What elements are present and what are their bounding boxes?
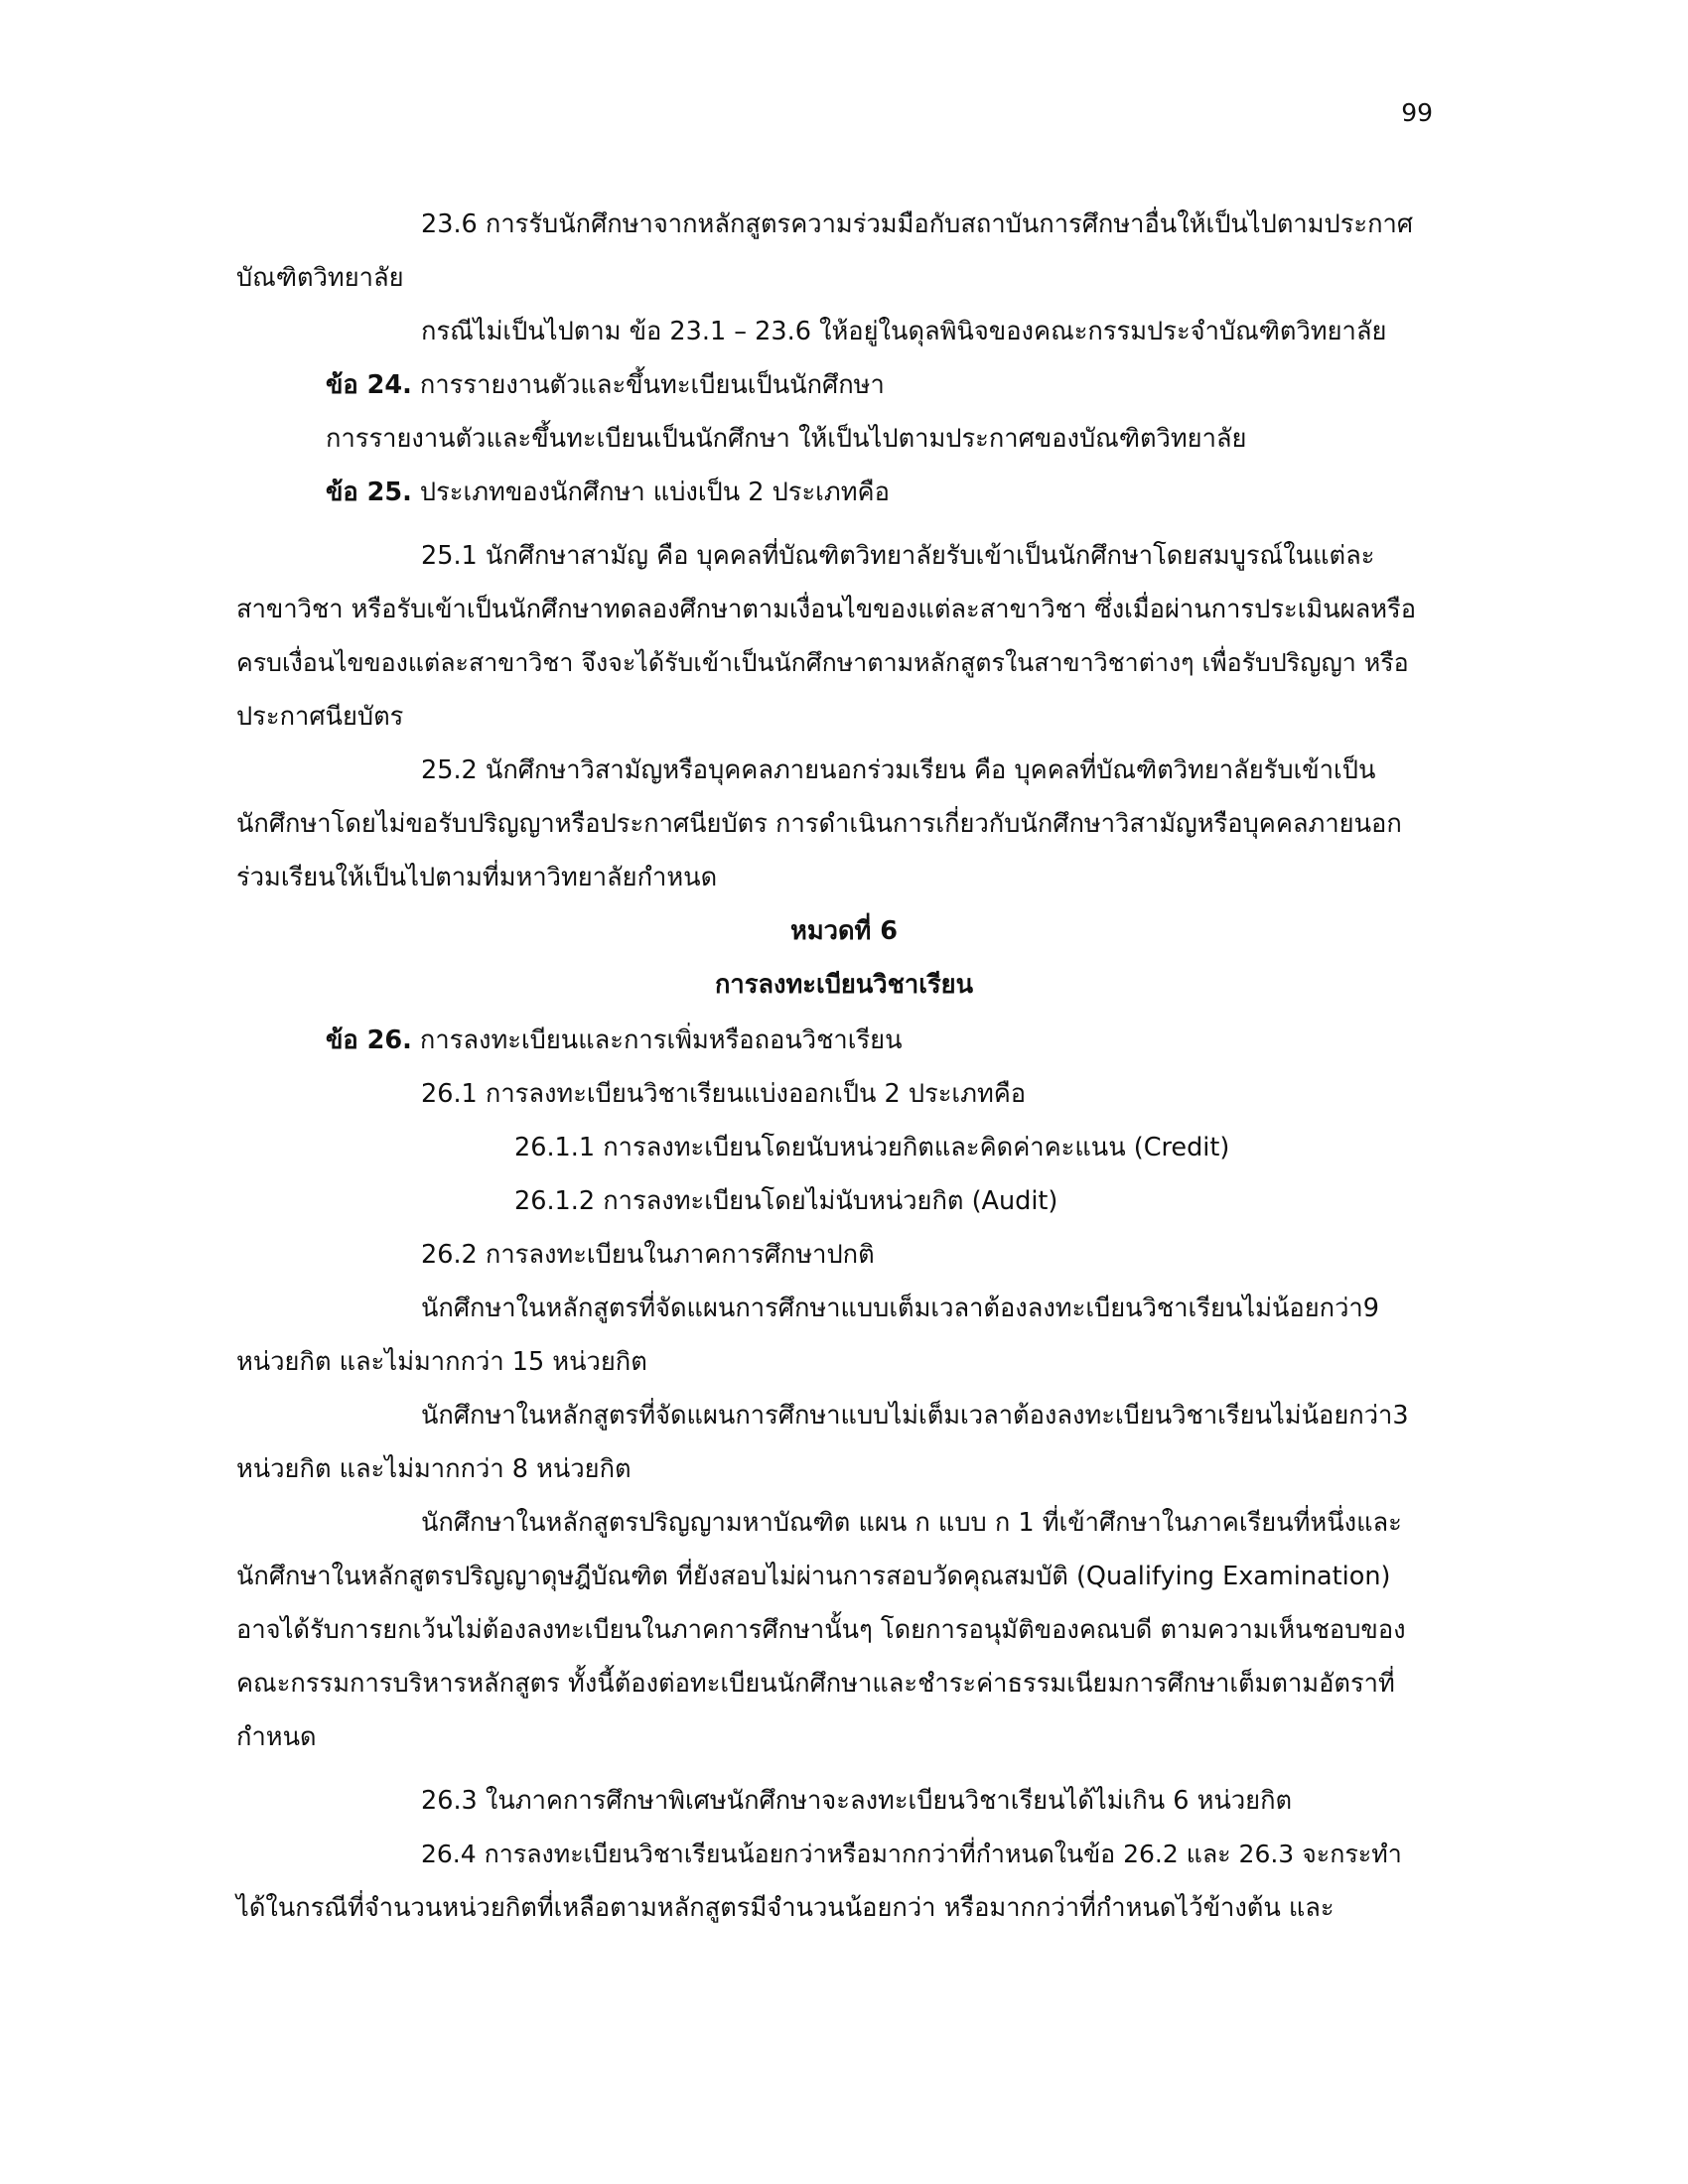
paragraph-26-1-1: 26.1.1 การลงทะเบียนโดยนับหน่วยกิตและคิดค่าคะแนน (Credit) xyxy=(514,1133,1230,1162)
paragraph-25-1-line-4: ประกาศนียบัตร xyxy=(236,702,404,732)
paragraph-23-6-line-1: 23.6 การรับนักศึกษาจากหลักสูตรความร่วมมือกับสถาบันการศึกษาอื่นให้เป็นไปตามประกาศ xyxy=(421,209,1414,239)
chapter-title-heading: การลงทะเบียนวิชาเรียน xyxy=(714,970,974,1000)
paragraph-23-6-line-2: บัณฑิตวิทยาลัย xyxy=(236,263,404,293)
paragraph-26-2-exemption-line-5: กำหนด xyxy=(236,1722,317,1752)
clause-26-heading xyxy=(326,1023,903,1058)
paragraph-26-2: 26.2 การลงทะเบียนในภาคการศึกษาปกติ xyxy=(421,1240,875,1270)
paragraph-25-2-line-1: 25.2 นักศึกษาวิสามัญหรือบุคคลภายนอกร่วมเรียน คือ บุคคลที่บัณฑิตวิทยาลัยรับเข้าเป็น xyxy=(421,755,1376,785)
clause-26-title: การลงทะเบียนและการเพิ่มหรือถอนวิชาเรียน xyxy=(411,1025,903,1055)
clause-25-title: ประเภทของนักศึกษา แบ่งเป็น 2 ประเภทคือ xyxy=(411,478,890,507)
paragraph-25-1-line-3: ครบเงื่อนไขของแต่ละสาขาวิชา จึงจะได้รับเข้าเป็นนักศึกษาตามหลักสูตรในสาขาวิชาต่างๆ เพื่อรับปริญญา หรือ xyxy=(236,648,1409,677)
paragraph-26-1: 26.1 การลงทะเบียนวิชาเรียนแบ่งออกเป็น 2 ประเภทคือ xyxy=(421,1079,1027,1109)
paragraph-26-2-parttime-line-2: หน่วยกิต และไม่มากกว่า 8 หน่วยกิต xyxy=(236,1454,632,1484)
paragraph-26-2-exemption-line-3: อาจได้รับการยกเว้นไม่ต้องลงทะเบียนในภาคการศึกษานั้นๆ โดยการอนุมัติของคณบดี ตามความเห็นชอบของ xyxy=(236,1615,1406,1645)
paragraph-23-exception: กรณีไม่เป็นไปตาม ข้อ 23.1 – 23.6 ให้อยู่ในดุลพินิจของคณะกรรมประจำบัณฑิตวิทยาลัย xyxy=(421,317,1387,346)
paragraph-26-2-parttime-line-1: นักศึกษาในหลักสูตรที่จัดแผนการศึกษาแบบไม่เต็มเวลาต้องลงทะเบียนวิชาเรียนไม่น้อยกว่า3 xyxy=(421,1401,1409,1431)
paragraph-26-2-exemption-line-1: นักศึกษาในหลักสูตรปริญญามหาบัณฑิต แผน ก แบบ ก 1 ที่เข้าศึกษาในภาคเรียนที่หนึ่งและ xyxy=(421,1508,1402,1538)
clause-24-heading xyxy=(326,367,885,403)
paragraph-26-2-fulltime-line-1: นักศึกษาในหลักสูตรที่จัดแผนการศึกษาแบบเต็มเวลาต้องลงทะเบียนวิชาเรียนไม่น้อยกว่า9 xyxy=(421,1294,1379,1323)
paragraph-25-1-line-1: 25.1 นักศึกษาสามัญ คือ บุคคลที่บัณฑิตวิทยาลัยรับเข้าเป็นนักศึกษาโดยสมบูรณ์ในแต่ละ xyxy=(421,541,1375,571)
paragraph-26-2-exemption-line-4: คณะกรรมการบริหารหลักสูตร ทั้งนี้ต้องต่อทะเบียนนักศึกษาและชำระค่าธรรมเนียมการศึกษาเต็มตามอัตราที่ xyxy=(236,1669,1395,1699)
chapter-number-heading: หมวดที่ 6 xyxy=(790,916,898,946)
paragraph-26-1-2: 26.1.2 การลงทะเบียนโดยไม่นับหน่วยกิต (Audit) xyxy=(514,1186,1058,1216)
paragraph-26-4-line-2: ได้ในกรณีที่จำนวนหน่วยกิตที่เหลือตามหลักสูตรมีจำนวนน้อยกว่า หรือมากกว่าที่กำหนดไว้ข้างต้น และ xyxy=(236,1893,1335,1923)
page-number: 99 xyxy=(1401,98,1433,127)
paragraph-26-4-line-1: 26.4 การลงทะเบียนวิชาเรียนน้อยกว่าหรือมากกว่าที่กำหนดในข้อ 26.2 และ 26.3 จะกระทำ xyxy=(421,1840,1402,1868)
paragraph-26-2-fulltime-line-2: หน่วยกิต และไม่มากกว่า 15 หน่วยกิต xyxy=(236,1347,647,1377)
clause-24-body: การรายงานตัวและขึ้นทะเบียนเป็นนักศึกษา ให้เป็นไปตามประกาศของบัณฑิตวิทยาลัย xyxy=(326,424,1247,454)
paragraph-25-1-line-2: สาขาวิชา หรือรับเข้าเป็นนักศึกษาทดลองศึกษาตามเงื่อนไขของแต่ละสาขาวิชา ซึ่งเมื่อผ่านการประเมินผลหรือ xyxy=(236,595,1417,624)
paragraph-26-2-exemption-line-2: นักศึกษาในหลักสูตรปริญญาดุษฎีบัณฑิต ที่ยังสอบไม่ผ่านการสอบวัดคุณสมบัติ (Qualifying Examination) xyxy=(236,1562,1391,1591)
clause-26-label: ข้อ 26. xyxy=(326,1025,412,1055)
clause-24-label: ข้อ 24. xyxy=(326,370,412,400)
paragraph-25-2-line-2: นักศึกษาโดยไม่ขอรับปริญญาหรือประกาศนียบัตร การดำเนินการเกี่ยวกับนักศึกษาวิสามัญหรือบุคคลภายนอก xyxy=(236,809,1402,839)
paragraph-26-3: 26.3 ในภาคการศึกษาพิเศษนักศึกษาจะลงทะเบียนวิชาเรียนได้ไม่เกิน 6 หน่วยกิต xyxy=(421,1786,1293,1816)
clause-25-heading xyxy=(326,475,890,510)
paragraph-25-2-line-3: ร่วมเรียนให้เป็นไปตามที่มหาวิทยาลัยกำหนด xyxy=(236,863,718,892)
clause-25-label: ข้อ 25. xyxy=(326,478,412,507)
clause-24-title: การรายงานตัวและขึ้นทะเบียนเป็นนักศึกษา xyxy=(411,370,885,400)
